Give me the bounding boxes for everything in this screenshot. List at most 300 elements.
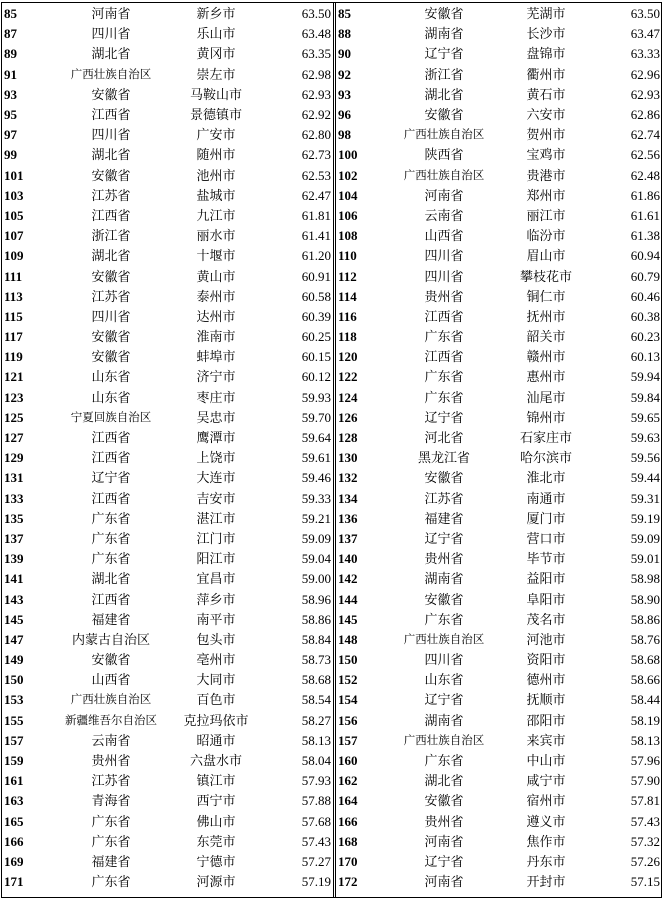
rank-cell: 133 [4, 490, 24, 506]
score-cell: 57.81 [630, 793, 660, 809]
city-cell: 十堰市 [196, 248, 236, 264]
city-cell: 汕尾市 [526, 389, 566, 405]
province-cell: 内蒙古自治区 [71, 631, 150, 647]
rank-cell: 161 [4, 773, 24, 789]
city-cell: 资阳市 [526, 652, 566, 668]
city-cell: 焦作市 [526, 833, 566, 849]
score-cell: 58.98 [630, 571, 660, 587]
score-cell: 59.00 [301, 571, 331, 587]
province-cell: 安徽省 [424, 6, 464, 22]
score-cell: 57.43 [301, 833, 331, 849]
city-cell: 长沙市 [526, 26, 566, 42]
rank-cell: 108 [338, 228, 358, 244]
score-cell: 58.73 [301, 652, 331, 668]
rank-cell: 139 [4, 551, 24, 567]
province-cell: 广东省 [91, 833, 131, 849]
city-cell: 河池市 [526, 631, 566, 647]
province-cell: 辽宁省 [424, 46, 464, 62]
city-cell: 阳江市 [196, 551, 236, 567]
score-cell: 63.50 [301, 6, 331, 22]
rank-cell: 87 [4, 26, 17, 42]
score-cell: 62.47 [301, 187, 331, 203]
city-cell: 镇江市 [196, 773, 236, 789]
province-cell: 广西壮族自治区 [70, 694, 152, 707]
table-row [4, 65, 331, 85]
table-row [338, 872, 660, 892]
table-row [338, 388, 660, 408]
score-cell: 61.86 [630, 187, 660, 203]
province-cell: 江西省 [91, 591, 131, 607]
rank-cell: 123 [4, 389, 24, 405]
table-row [338, 610, 660, 630]
table-row [338, 832, 660, 852]
rank-cell: 112 [338, 268, 357, 284]
city-cell: 大连市 [196, 470, 236, 486]
rank-cell: 91 [4, 66, 17, 82]
city-cell: 黄山市 [196, 268, 236, 284]
table-row [4, 852, 331, 872]
rank-cell: 157 [338, 732, 358, 748]
province-cell: 贵州省 [91, 753, 131, 769]
table-row [4, 832, 331, 852]
city-cell: 芜湖市 [526, 6, 566, 22]
rank-cell: 152 [338, 672, 358, 688]
province-cell: 江西省 [91, 430, 131, 446]
province-cell: 广东省 [91, 813, 131, 829]
table-row [4, 206, 331, 226]
score-cell: 57.43 [630, 813, 660, 829]
province-cell: 广西壮族自治区 [403, 129, 485, 142]
score-cell: 60.25 [301, 329, 331, 345]
city-cell: 吉安市 [196, 490, 236, 506]
city-cell: 蚌埠市 [196, 349, 236, 365]
score-cell: 57.15 [630, 874, 660, 890]
score-cell: 59.33 [301, 490, 331, 506]
score-cell: 59.19 [630, 510, 660, 526]
province-cell: 安徽省 [424, 470, 464, 486]
table-row [4, 812, 331, 832]
table-row [4, 448, 331, 468]
table-row [4, 367, 331, 387]
city-cell: 昭通市 [196, 732, 236, 748]
city-cell: 毕节市 [526, 551, 566, 567]
rank-cell: 99 [4, 147, 17, 163]
table-row [4, 125, 331, 145]
rank-cell: 105 [4, 207, 24, 223]
city-cell: 乐山市 [196, 26, 236, 42]
province-cell: 安徽省 [424, 591, 464, 607]
score-cell: 62.86 [630, 107, 660, 123]
province-cell: 新疆维吾尔自治区 [65, 714, 157, 727]
city-cell: 宁德市 [196, 853, 236, 869]
rank-cell: 96 [338, 107, 351, 123]
table-row [4, 145, 331, 165]
rank-cell: 168 [338, 833, 358, 849]
table-row [4, 246, 331, 266]
province-cell: 江苏省 [424, 490, 464, 506]
score-cell: 58.76 [630, 631, 660, 647]
city-cell: 黄冈市 [196, 46, 236, 62]
province-cell: 江西省 [91, 490, 131, 506]
score-cell: 58.86 [301, 611, 331, 627]
score-cell: 62.96 [630, 66, 660, 82]
right-table-body [338, 4, 660, 892]
city-cell: 黄石市 [526, 86, 566, 102]
score-cell: 57.32 [630, 833, 660, 849]
city-cell: 贵港市 [526, 167, 566, 183]
score-cell: 61.61 [630, 207, 660, 223]
rank-cell: 113 [4, 288, 23, 304]
table-row [4, 24, 331, 44]
left-table-body [4, 4, 331, 892]
rank-cell: 117 [4, 329, 23, 345]
score-cell: 62.53 [301, 167, 331, 183]
province-cell: 湖北省 [424, 773, 464, 789]
score-cell: 58.44 [630, 692, 660, 708]
province-cell: 河南省 [424, 187, 464, 203]
table-row [4, 569, 331, 589]
city-cell: 广安市 [196, 127, 236, 143]
table-row [338, 589, 660, 609]
score-cell: 59.44 [630, 470, 660, 486]
score-cell: 59.09 [301, 530, 331, 546]
score-cell: 60.13 [630, 349, 660, 365]
table-row [4, 166, 331, 186]
province-cell: 山东省 [424, 672, 464, 688]
city-cell: 济宁市 [196, 369, 236, 385]
table-row [338, 489, 660, 509]
city-cell: 遵义市 [526, 813, 566, 829]
rank-cell: 125 [4, 409, 24, 425]
province-cell: 山东省 [91, 389, 131, 405]
province-cell: 湖北省 [91, 571, 131, 587]
city-cell: 阜阳市 [526, 591, 566, 607]
table-row [338, 327, 660, 347]
province-cell: 贵州省 [424, 551, 464, 567]
rank-cell: 150 [338, 652, 358, 668]
city-cell: 赣州市 [526, 349, 566, 365]
rank-cell: 88 [338, 26, 351, 42]
province-cell: 山西省 [424, 228, 464, 244]
table-row [338, 24, 660, 44]
rank-cell: 102 [338, 167, 358, 183]
left-ranking-table [4, 4, 331, 892]
score-cell: 61.41 [301, 228, 331, 244]
rank-cell: 145 [4, 611, 24, 627]
city-cell: 佛山市 [196, 813, 236, 829]
province-cell: 安徽省 [91, 268, 131, 284]
city-cell: 衢州市 [526, 66, 566, 82]
city-cell: 丹东市 [526, 853, 566, 869]
city-cell: 马鞍山市 [189, 86, 242, 102]
table-row [338, 650, 660, 670]
rank-cell: 164 [338, 793, 358, 809]
table-row [338, 206, 660, 226]
city-cell: 益阳市 [526, 571, 566, 587]
province-cell: 广东省 [91, 510, 131, 526]
score-cell: 60.94 [630, 248, 660, 264]
province-cell: 广东省 [91, 530, 131, 546]
province-cell: 江苏省 [91, 773, 131, 789]
rank-cell: 150 [4, 672, 24, 688]
city-cell: 宝鸡市 [526, 147, 566, 163]
province-cell: 湖南省 [424, 712, 464, 728]
score-cell: 58.84 [301, 631, 331, 647]
score-cell: 59.65 [630, 409, 660, 425]
table-row [338, 670, 660, 690]
score-cell: 59.31 [630, 490, 660, 506]
province-cell: 辽宁省 [424, 530, 464, 546]
province-cell: 湖北省 [91, 147, 131, 163]
city-cell: 河源市 [196, 874, 236, 890]
score-cell: 58.68 [301, 672, 331, 688]
score-cell: 62.93 [630, 86, 660, 102]
score-cell: 60.79 [630, 268, 660, 284]
table-row [338, 4, 660, 24]
table-row [338, 65, 660, 85]
province-cell: 辽宁省 [424, 409, 464, 425]
province-cell: 黑龙江省 [417, 450, 470, 466]
table-row [4, 489, 331, 509]
province-cell: 四川省 [91, 26, 131, 42]
province-cell: 四川省 [424, 248, 464, 264]
city-cell: 抚顺市 [526, 692, 566, 708]
rank-cell: 147 [4, 631, 24, 647]
rank-cell: 95 [4, 107, 17, 123]
table-row [338, 791, 660, 811]
table-row [338, 85, 660, 105]
rank-cell: 85 [4, 6, 17, 22]
city-cell: 盐城市 [196, 187, 236, 203]
province-cell: 青海省 [91, 793, 131, 809]
city-cell: 贺州市 [526, 127, 566, 143]
rank-cell: 89 [4, 46, 17, 62]
score-cell: 62.93 [301, 86, 331, 102]
city-cell: 丽水市 [196, 228, 236, 244]
score-cell: 58.27 [301, 712, 331, 728]
city-cell: 六安市 [526, 107, 566, 123]
table-row [4, 589, 331, 609]
city-cell: 新乡市 [196, 6, 236, 22]
table-row [4, 731, 331, 751]
score-cell: 59.70 [301, 409, 331, 425]
score-cell: 58.66 [630, 672, 660, 688]
city-cell: 淮南市 [196, 329, 236, 345]
table-row [4, 85, 331, 105]
city-cell: 中山市 [526, 753, 566, 769]
province-cell: 江西省 [91, 450, 131, 466]
table-row [4, 650, 331, 670]
city-cell: 南平市 [196, 611, 236, 627]
province-cell: 福建省 [91, 611, 131, 627]
city-cell: 铜仁市 [526, 288, 566, 304]
table-row [4, 428, 331, 448]
rank-cell: 111 [4, 268, 23, 284]
rank-cell: 149 [4, 652, 24, 668]
rank-cell: 172 [338, 874, 358, 890]
province-cell: 四川省 [424, 652, 464, 668]
rank-cell: 129 [4, 450, 24, 466]
rank-cell: 144 [338, 591, 358, 607]
province-cell: 江苏省 [91, 187, 131, 203]
score-cell: 62.80 [301, 127, 331, 143]
score-cell: 60.12 [301, 369, 331, 385]
table-row [338, 549, 660, 569]
rank-cell: 114 [338, 288, 357, 304]
table-row [4, 509, 331, 529]
city-cell: 茂名市 [526, 611, 566, 627]
table-row [338, 307, 660, 327]
score-cell: 58.86 [630, 611, 660, 627]
city-cell: 来宾市 [526, 732, 566, 748]
rank-cell: 166 [338, 813, 358, 829]
table-row [4, 771, 331, 791]
rank-cell: 85 [338, 6, 351, 22]
province-cell: 四川省 [91, 127, 131, 143]
score-cell: 58.90 [630, 591, 660, 607]
rank-cell: 137 [338, 530, 358, 546]
table-row [4, 529, 331, 549]
city-cell: 抚州市 [526, 308, 566, 324]
city-cell: 眉山市 [526, 248, 566, 264]
city-cell: 咸宁市 [526, 773, 566, 789]
score-cell: 57.19 [301, 874, 331, 890]
city-cell: 宿州市 [526, 793, 566, 809]
province-cell: 广东省 [424, 329, 464, 345]
table-row [4, 266, 331, 286]
rank-cell: 103 [4, 187, 24, 203]
rank-cell: 98 [338, 127, 351, 143]
province-cell: 湖北省 [91, 46, 131, 62]
rank-cell: 126 [338, 409, 358, 425]
province-cell: 江西省 [424, 308, 464, 324]
rank-cell: 101 [4, 167, 24, 183]
table-row [4, 408, 331, 428]
province-cell: 安徽省 [91, 652, 131, 668]
province-cell: 山东省 [91, 369, 131, 385]
score-cell: 57.93 [301, 773, 331, 789]
rank-cell: 162 [338, 773, 358, 789]
province-cell: 陕西省 [424, 147, 464, 163]
score-cell: 62.56 [630, 147, 660, 163]
rank-cell: 163 [4, 793, 24, 809]
rank-cell: 109 [4, 248, 24, 264]
rank-cell: 122 [338, 369, 358, 385]
rank-cell: 170 [338, 853, 358, 869]
score-cell: 63.35 [301, 46, 331, 62]
table-row [338, 711, 660, 731]
province-cell: 湖南省 [424, 571, 464, 587]
province-cell: 河南省 [424, 874, 464, 890]
table-row [338, 771, 660, 791]
city-cell: 惠州市 [526, 369, 566, 385]
rank-cell: 143 [4, 591, 24, 607]
score-cell: 59.21 [301, 510, 331, 526]
province-cell: 江西省 [424, 349, 464, 365]
rank-cell: 171 [4, 874, 24, 890]
city-cell: 泰州市 [196, 288, 236, 304]
table-row [338, 226, 660, 246]
score-cell: 57.90 [630, 773, 660, 789]
table-row [4, 791, 331, 811]
city-cell: 临汾市 [526, 228, 566, 244]
table-row [338, 105, 660, 125]
rank-cell: 142 [338, 571, 358, 587]
score-cell: 58.13 [630, 732, 660, 748]
table-row [338, 529, 660, 549]
table-row [338, 367, 660, 387]
province-cell: 贵州省 [424, 813, 464, 829]
rank-cell: 169 [4, 853, 24, 869]
city-cell: 六盘水市 [189, 753, 242, 769]
rank-cell: 153 [4, 692, 24, 708]
table-row [338, 428, 660, 448]
city-cell: 淮北市 [526, 470, 566, 486]
rank-cell: 121 [4, 369, 24, 385]
city-cell: 盘锦市 [526, 46, 566, 62]
table-row [338, 145, 660, 165]
city-cell: 东莞市 [196, 833, 236, 849]
rank-cell: 104 [338, 187, 358, 203]
province-cell: 宁夏回族自治区 [70, 411, 152, 424]
province-cell: 安徽省 [91, 167, 131, 183]
province-cell: 辽宁省 [424, 853, 464, 869]
score-cell: 57.26 [630, 853, 660, 869]
rank-cell: 127 [4, 430, 24, 446]
rank-cell: 106 [338, 207, 358, 223]
score-cell: 63.48 [301, 26, 331, 42]
score-cell: 60.46 [630, 288, 660, 304]
score-cell: 61.81 [301, 207, 331, 223]
province-cell: 辽宁省 [424, 692, 464, 708]
table-row [338, 44, 660, 64]
score-cell: 57.88 [301, 793, 331, 809]
rank-cell: 107 [4, 228, 24, 244]
rank-cell: 156 [338, 712, 358, 728]
city-cell: 吴忠市 [196, 409, 236, 425]
province-cell: 四川省 [424, 268, 464, 284]
rank-cell: 166 [4, 833, 24, 849]
score-cell: 61.38 [630, 228, 660, 244]
table-row [338, 246, 660, 266]
score-cell: 59.64 [301, 430, 331, 446]
city-cell: 上饶市 [196, 450, 236, 466]
province-cell: 河北省 [424, 430, 464, 446]
province-cell: 江西省 [91, 207, 131, 223]
rank-cell: 154 [338, 692, 358, 708]
province-cell: 广东省 [424, 753, 464, 769]
city-cell: 景德镇市 [189, 107, 242, 123]
province-cell: 湖南省 [424, 26, 464, 42]
rank-cell: 124 [338, 389, 358, 405]
province-cell: 云南省 [424, 207, 464, 223]
table-row [4, 44, 331, 64]
table-row [338, 266, 660, 286]
rank-cell: 90 [338, 46, 351, 62]
province-cell: 江西省 [91, 107, 131, 123]
score-cell: 60.39 [301, 308, 331, 324]
score-cell: 60.91 [301, 268, 331, 284]
table-row [4, 690, 331, 710]
city-cell: 德州市 [526, 672, 566, 688]
city-cell: 池州市 [196, 167, 236, 183]
rank-cell: 115 [4, 308, 23, 324]
table-row [4, 4, 331, 24]
province-cell: 河南省 [424, 833, 464, 849]
table-row [4, 751, 331, 771]
table-row [338, 166, 660, 186]
province-cell: 广东省 [424, 611, 464, 627]
